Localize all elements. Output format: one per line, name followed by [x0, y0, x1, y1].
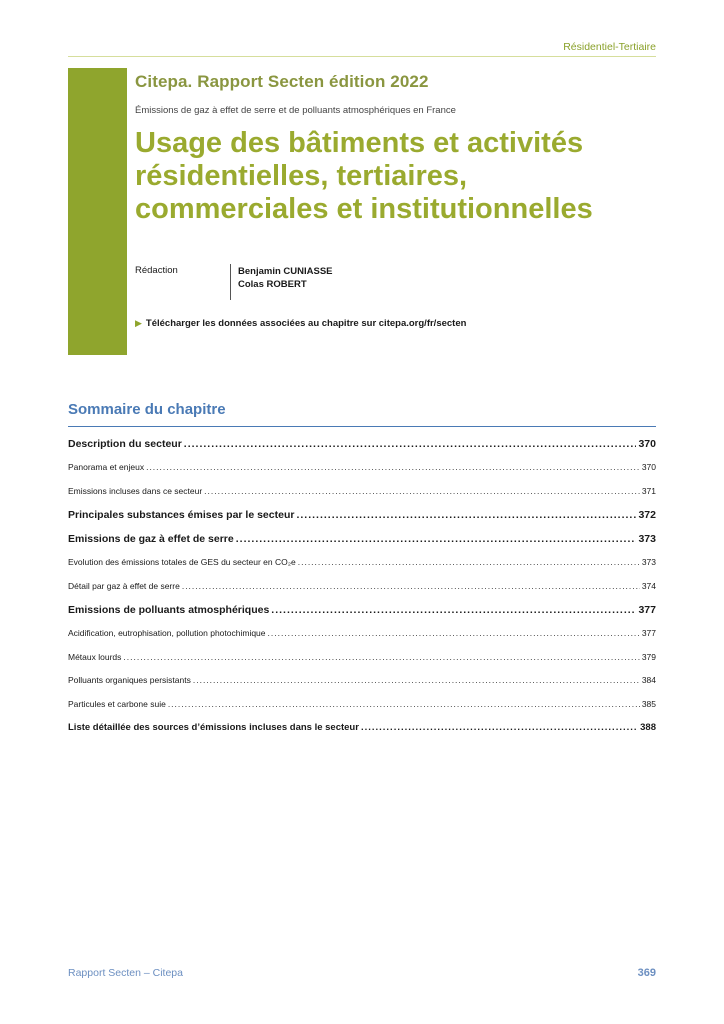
toc-entry-title[interactable]: Emissions de polluants atmosphériques	[68, 604, 270, 616]
toc-entry-page[interactable]: 370	[641, 462, 656, 472]
redaction-label: Rédaction	[135, 265, 178, 276]
toc-entry-page[interactable]: 373	[638, 533, 656, 545]
toc-leader-dots	[271, 598, 636, 622]
toc-entry[interactable]	[68, 716, 656, 740]
toc-entry-page[interactable]: 377	[638, 604, 656, 616]
toc-leader-dots	[146, 456, 640, 480]
table-of-contents	[68, 426, 656, 740]
toc-entry[interactable]	[68, 456, 656, 480]
authors-separator	[230, 264, 231, 300]
toc-entry-page[interactable]: 374	[641, 580, 656, 591]
toc-entry[interactable]	[68, 432, 656, 456]
chapter-title: Usage des bâtiments et activités résidentielles, tertiaires, commerciales et institutionnelles	[135, 127, 593, 225]
toc-entry-title[interactable]: Métaux lourds	[68, 651, 122, 662]
toc-entry[interactable]	[68, 480, 656, 504]
toc-entry[interactable]	[68, 503, 656, 527]
toc-entry[interactable]	[68, 527, 656, 551]
footer-title: Rapport Secten – Citepa	[68, 967, 183, 979]
toc-leader-dots	[168, 693, 640, 717]
toc-entry-page[interactable]: 379	[641, 651, 656, 662]
download-link[interactable]	[135, 318, 585, 329]
toc-entry[interactable]	[68, 575, 656, 599]
toc-entry-title[interactable]: Liste détaillée des sources d’émissions incluses dans le secteur	[68, 722, 359, 733]
toc-entry-page[interactable]: 385	[641, 698, 656, 709]
toc-leader-dots	[193, 669, 640, 693]
play-arrow-icon: ▶	[135, 318, 142, 328]
title-block	[135, 68, 665, 226]
toc-leader-dots	[123, 646, 639, 670]
toc-entry-page[interactable]: 372	[638, 509, 656, 521]
toc-leader-dots	[361, 716, 638, 740]
toc-entry[interactable]	[68, 622, 656, 646]
toc-entry[interactable]	[68, 646, 656, 670]
toc-entry-page[interactable]: 384	[641, 675, 656, 685]
toc-entry-title[interactable]: Evolution des émissions totales de GES du secteur en CO₂e	[68, 557, 296, 567]
download-text[interactable]: Télécharger les données associées au chapitre sur citepa.org/fr/secten	[145, 318, 467, 329]
toc-leader-dots	[184, 432, 637, 456]
toc-entry-title[interactable]: Emissions incluses dans ce secteur	[68, 485, 203, 496]
toc-entry-title[interactable]: Particules et carbone suie	[68, 698, 166, 709]
toc-entry[interactable]	[68, 693, 656, 717]
toc-entry[interactable]	[68, 669, 656, 693]
toc-entry-page[interactable]: 388	[640, 722, 656, 733]
toc-leader-dots	[268, 622, 640, 646]
toc-leader-dots	[298, 551, 640, 575]
author-names	[238, 265, 458, 291]
toc-entry-title[interactable]: Description du secteur	[68, 438, 182, 450]
toc-leader-dots	[182, 575, 640, 599]
toc-entry-title[interactable]: Emissions de gaz à effet de serre	[68, 533, 234, 545]
toc-entry-title[interactable]: Acidification, eutrophisation, pollution photochimique	[68, 628, 266, 638]
toc-leader-dots	[236, 527, 637, 551]
toc-entry-title[interactable]: Principales substances émises par le secteur	[68, 509, 295, 521]
toc-leader-dots	[204, 480, 640, 504]
page-number: 369	[637, 967, 656, 979]
toc-entry-page[interactable]: 373	[641, 557, 656, 567]
toc-entry-title[interactable]: Détail par gaz à effet de serre	[68, 580, 180, 591]
toc-entry-title[interactable]: Polluants organiques persistants	[68, 675, 191, 685]
author-name: Benjamin CUNIASSE	[238, 266, 333, 277]
toc-entry-page[interactable]: 377	[641, 628, 656, 638]
toc-leader-dots	[296, 503, 636, 527]
toc-entry[interactable]	[68, 598, 656, 622]
toc-divider	[68, 426, 656, 427]
report-subtitle: Émissions de gaz à effet de serre et de polluants atmosphériques en France	[135, 105, 456, 116]
toc-entry[interactable]	[68, 551, 656, 575]
toc-entry-page[interactable]: 370	[638, 438, 656, 450]
accent-bar	[68, 68, 127, 355]
section-tag: Résidentiel-Tertiaire	[563, 41, 656, 53]
author-name: Colas ROBERT	[238, 279, 307, 290]
toc-entry-page[interactable]: 371	[641, 485, 656, 496]
toc-heading: Sommaire du chapitre	[68, 401, 226, 418]
report-title: Citepa. Rapport Secten édition 2022	[135, 72, 429, 91]
toc-entry-title[interactable]: Panorama et enjeux	[68, 462, 145, 472]
header-divider	[68, 56, 656, 57]
